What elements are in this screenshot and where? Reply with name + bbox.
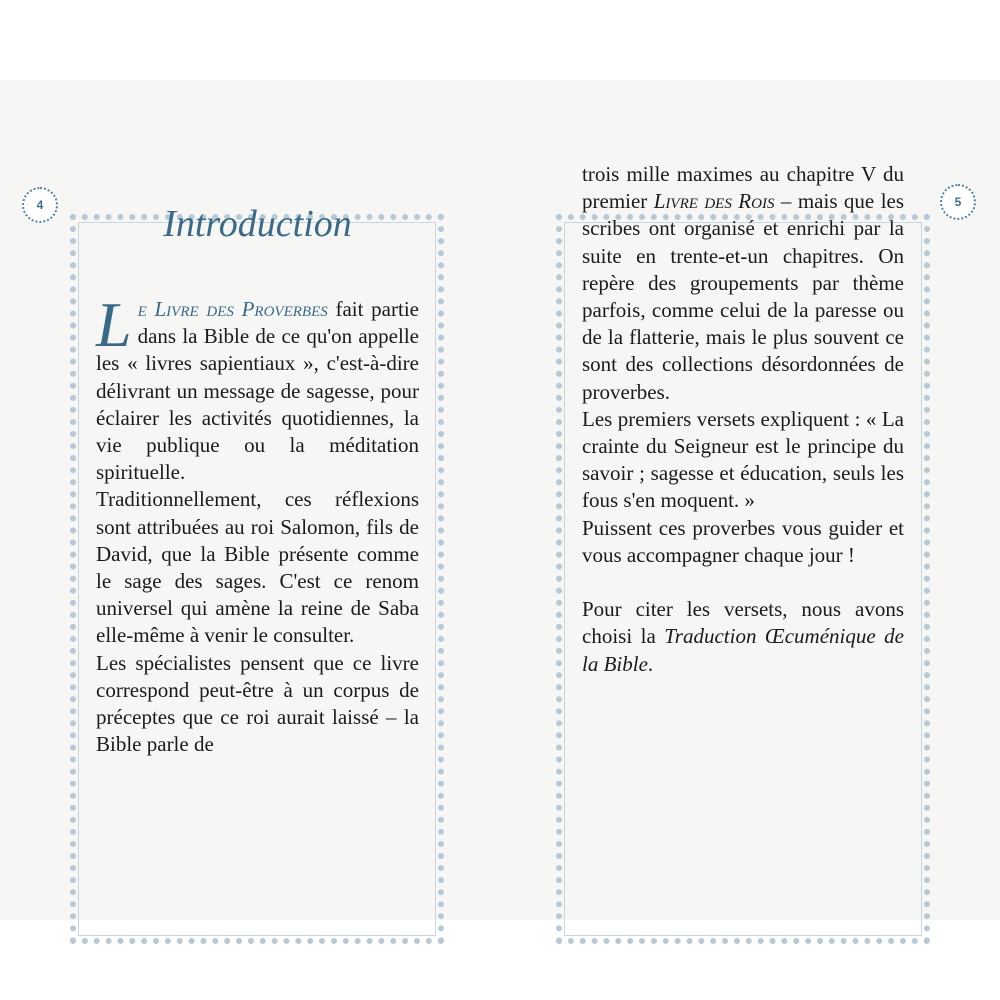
paragraph-maxims [582, 161, 904, 406]
paragraph-tradition: Traditionnellement, ces réflexions sont attribuées au roi Salomon, fils de David, que la Bible présente comme le sage des sages. C'est ce renom universel qui amène la reine de Saba elle-même à venir le consulter. [96, 487, 419, 648]
paragraph-wish: Puissent ces proverbes vous guider et vous accompagner chaque jour ! [582, 515, 904, 567]
book-title-smallcaps: e Livre des Proverbes [137, 297, 328, 321]
paragraph-first-verses: Les premiers versets expliquent : « La crainte du Seigneur est le principe du savoir ; sagesse et éducation, seuls les fous s'en moquent. » [582, 406, 904, 513]
drop-cap: L [96, 289, 132, 360]
right-page-text [582, 161, 904, 678]
paragraph-citation [582, 596, 904, 678]
page-number-left: 4 [22, 187, 58, 223]
page-number-right: 5 [940, 184, 976, 220]
paragraph-maxims-start: trois mille maximes au chapitre V du premier [582, 162, 904, 214]
paragraph-specialists: Les spécialistes pensent que ce livre correspond peut-être à un corpus de préceptes que ce roi aurait laissé – la Bible parle de [96, 650, 419, 757]
paragraph-citation-end: . [647, 651, 654, 676]
translation-title-italic: Traduction Œcuménique de la Bible [582, 624, 904, 676]
paragraph-intro [96, 289, 419, 486]
page-title: Introduction [163, 203, 352, 245]
paragraph-intro-rest: fait partie dans la Bible de ce qu'on appelle les « livres sapientiaux », c'est-à-dire délivrant un message de sagesse, pour éclairer les activités quotidiennes, la vie publique ou la méditation spirituelle. [96, 297, 419, 485]
left-page-text [96, 289, 419, 758]
paragraph-maxims-rest: – mais que les scribes ont organisé et enrichi par la suite en trente-et-un chapitres. On repère des groupements par thème parfois, comme celui de la paresse ou de la flatterie, mais le plus souvent ce sont des collections désordonnées de proverbes. [582, 189, 905, 404]
livre-des-rois-smallcaps: Livre des Rois [653, 189, 775, 214]
paragraph-citation-start: Pour citer les versets, nous avons choisi la [582, 597, 904, 649]
